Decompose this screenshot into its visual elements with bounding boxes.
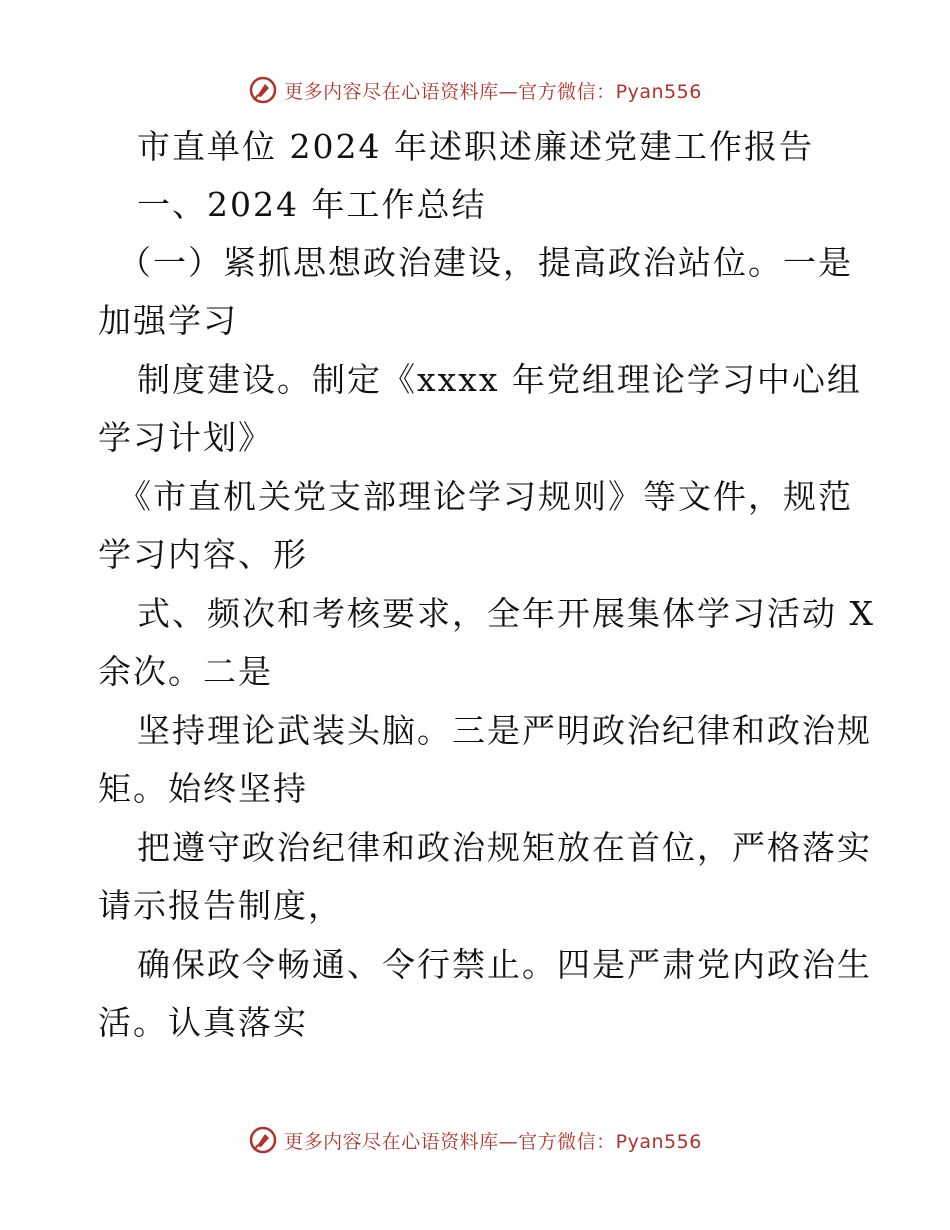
text-line: 学习内容、形 — [98, 535, 308, 574]
text-line: 活。认真落实 — [98, 1003, 308, 1042]
text-line: 加强学习 — [98, 301, 238, 340]
text-line: 式、频次和考核要求，全年开展集体学习活动 X — [137, 594, 875, 633]
text-line: 坚持理论武装头脑。三是严明政治纪律和政治规 — [137, 711, 872, 750]
text-line: 《市直机关党支部理论学习规则》等文件，规范 — [118, 477, 853, 516]
text-line: 制度建设。制定《xxxx 年党组理论学习中心组 — [137, 360, 862, 399]
header-banner-text: 更多内容尽在心语资料库—官方微信：Pyan556 — [284, 80, 702, 103]
text-line: 请示报告制度， — [98, 886, 343, 925]
text-line: 把遵守政治纪律和政治规矩放在首位，严格落实 — [137, 828, 872, 867]
header-banner — [0, 70, 950, 110]
text-line: 矩。始终坚持 — [98, 769, 308, 808]
section-heading: 一、2024 年工作总结 — [137, 185, 487, 224]
pen-nib-logo-icon — [248, 75, 278, 105]
footer-banner-text: 更多内容尽在心语资料库—官方微信：Pyan556 — [284, 1130, 702, 1153]
document-title: 市直单位 2024 年述职述廉述党建工作报告 — [137, 127, 814, 166]
text-line: （一）紧抓思想政治建设，提高政治站位。一是 — [118, 243, 853, 282]
pen-nib-logo-icon — [248, 1125, 278, 1155]
footer-banner — [0, 1120, 950, 1160]
text-line: 余次。二是 — [98, 652, 273, 691]
text-line: 确保政令畅通、令行禁止。四是严肃党内政治生 — [137, 945, 872, 984]
text-line: 学习计划》 — [98, 418, 273, 457]
